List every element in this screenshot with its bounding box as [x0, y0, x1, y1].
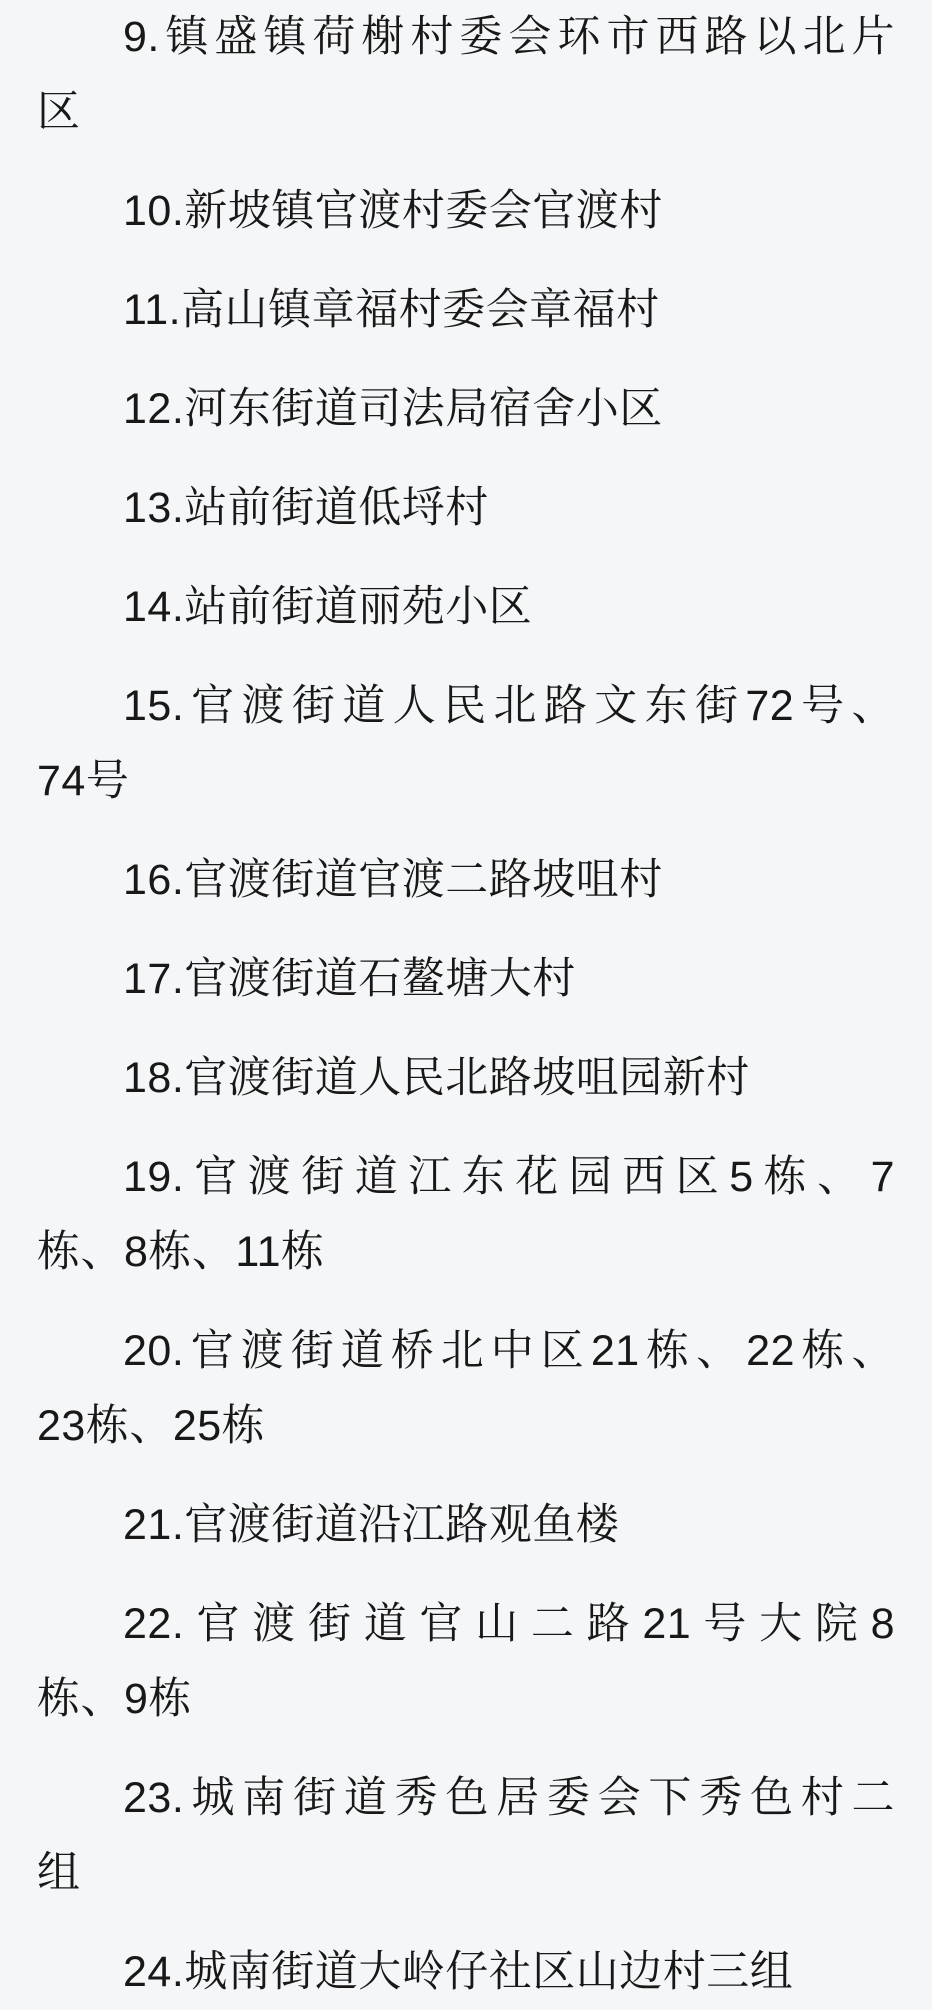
text-line: 19.官渡街道江东花园西区5栋、7 — [123, 1153, 895, 1201]
list-item — [37, 1761, 895, 1911]
text-line: 15.官渡街道人民北路文东街72号、 — [123, 682, 895, 730]
text-line: 栋、8栋、11栋 — [37, 1228, 325, 1276]
text-line: 20.官渡街道桥北中区21栋、22栋、 — [123, 1327, 895, 1375]
text-line: 9.镇盛镇荷榭村委会环市西路以北片 — [123, 13, 895, 61]
text-line: 10.新坡镇官渡村委会官渡村 — [123, 187, 663, 235]
text-line: 23.城南街道秀色居委会下秀色村二 — [123, 1774, 895, 1822]
list-item — [37, 1935, 895, 2010]
list-item — [37, 843, 895, 918]
text-line: 组 — [37, 1849, 81, 1897]
text-line: 24.城南街道大岭仔社区山边村三组 — [123, 1948, 794, 1996]
text-line: 23栋、25栋 — [37, 1402, 266, 1450]
list-item — [37, 471, 895, 546]
text-line: 区 — [37, 88, 81, 136]
list-item — [37, 1488, 895, 1563]
text-line: 16.官渡街道官渡二路坡咀村 — [123, 856, 663, 904]
text-line: 11.高山镇章福村委会章福村 — [123, 286, 660, 334]
list-item — [37, 1041, 895, 1116]
text-line: 21.官渡街道沿江路观鱼楼 — [123, 1501, 620, 1549]
list-item — [37, 1587, 895, 1737]
announcement-list — [37, 0, 895, 2010]
text-line: 栋、9栋 — [37, 1675, 192, 1723]
list-item — [37, 669, 895, 819]
text-line: 14.站前街道丽苑小区 — [123, 583, 533, 631]
text-line: 74号 — [37, 757, 130, 805]
list-item — [37, 570, 895, 645]
text-line: 18.官渡街道人民北路坡咀园新村 — [123, 1054, 750, 1102]
list-item — [37, 174, 895, 249]
text-line: 17.官渡街道石鳌塘大村 — [123, 955, 576, 1003]
list-item — [37, 942, 895, 1017]
list-item — [37, 1314, 895, 1464]
list-item — [37, 1140, 895, 1290]
text-line: 12.河东街道司法局宿舍小区 — [123, 385, 663, 433]
list-item — [37, 0, 895, 150]
list-item — [37, 273, 895, 348]
text-line: 13.站前街道低埒村 — [123, 484, 489, 532]
list-item — [37, 372, 895, 447]
text-line: 22.官渡街道官山二路21号大院8 — [123, 1600, 895, 1648]
